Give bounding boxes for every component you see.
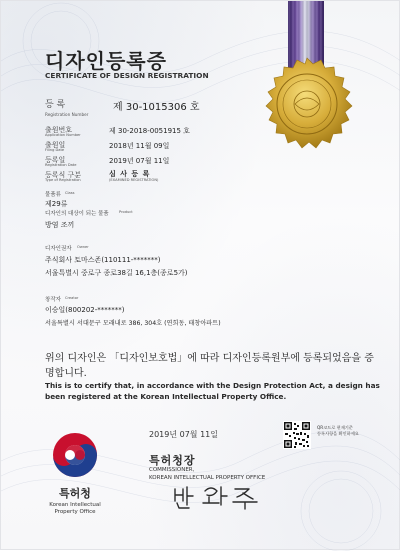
creator-label-en: Creator xyxy=(65,296,79,300)
application-number-label-en: Application Number xyxy=(45,133,81,137)
certificate-title: 디자인등록증 xyxy=(45,49,167,73)
owner-label-en: Owner xyxy=(77,245,89,249)
office-name-ko: 특허청 xyxy=(59,487,91,500)
filing-date-label-en: Filing Date xyxy=(45,148,65,152)
application-number-label: 출원번호 xyxy=(45,126,73,134)
qr-note-line2: 등록사항을 확인하세요 xyxy=(317,431,359,436)
qr-note xyxy=(317,425,379,437)
product-value: 방염 조끼 xyxy=(45,221,75,229)
certification-statement-en: This is to certify that, in accordance with the Design Protection Act, a design has been registered at the Korean Intellectual Property Office. xyxy=(45,381,380,401)
certification-statement-ko: 위의 디자인은 「디자인보호법」에 따라 디자인등록원부에 등록되었음을 증명합니다. xyxy=(45,353,374,379)
creator-label: 창작자 xyxy=(45,297,61,303)
creator-address: 서울특별시 서대문구 모래내로 386, 304호 (연희동, 태창아파트) xyxy=(45,320,221,327)
registration-date-label-en: Registration Date xyxy=(45,163,77,167)
product-label: 디자인의 대상이 되는 물품 xyxy=(45,211,109,217)
class-value: 제29류 xyxy=(45,200,68,208)
class-label-en: Class xyxy=(65,191,75,195)
registration-label: 등 록 xyxy=(45,100,66,110)
registration-date: 2019년 07월 11일 xyxy=(109,157,170,165)
owner-name: 주식회사 토마스존(110111-*******) xyxy=(45,256,161,264)
issue-date: 2019년 07월 11일 xyxy=(149,430,218,439)
creator-name: 이승일(800202-*******) xyxy=(45,306,125,314)
application-number: 제 30-2018-0051915 호 xyxy=(109,127,190,135)
certificate-title-en: CERTIFICATE OF DESIGN REGISTRATION xyxy=(45,71,209,80)
registration-type: 심 사 등 록 xyxy=(109,170,151,178)
commissioner-title-en xyxy=(149,467,265,482)
registration-type-label-en: Type of Registration xyxy=(45,178,81,182)
registration-type-label: 등록식 구분 xyxy=(45,171,82,179)
owner-label: 디자인권자 xyxy=(45,246,72,252)
product-label-en: Product xyxy=(119,210,133,214)
class-label: 물품류 xyxy=(45,192,61,198)
registration-label-en: Registration Number xyxy=(45,112,89,117)
gold-seal-icon xyxy=(259,56,355,152)
commissioner-title-en-line2: KOREAN INTELLECTUAL PROPERTY OFFICE xyxy=(149,474,266,481)
kipo-taegeuk-logo-icon xyxy=(49,429,101,481)
office-name-en-line1: Korean Intellectual xyxy=(49,502,101,508)
filing-date-label: 출원일 xyxy=(45,141,66,149)
commissioner-title-ko: 특허청장 xyxy=(149,454,196,467)
qr-note-line1: QR코드로 현재기준 xyxy=(317,425,353,430)
commissioner-title-en-line1: COMMISSIONER, xyxy=(149,467,195,473)
qr-code[interactable] xyxy=(283,421,311,449)
owner-address: 서울특별시 중로구 종로38길 16,1층(종로5가) xyxy=(45,269,188,277)
commissioner-signature xyxy=(169,481,269,511)
registration-date-label: 등록일 xyxy=(45,156,66,164)
registration-number: 제 30-1015306 호 xyxy=(113,102,200,113)
filing-date: 2018년 11월 09일 xyxy=(109,142,170,150)
office-name-en-line2: Property Office xyxy=(54,509,96,515)
office-name-en xyxy=(35,502,115,516)
registration-type-en: (EXAMINED REGISTRATION) xyxy=(109,178,159,182)
